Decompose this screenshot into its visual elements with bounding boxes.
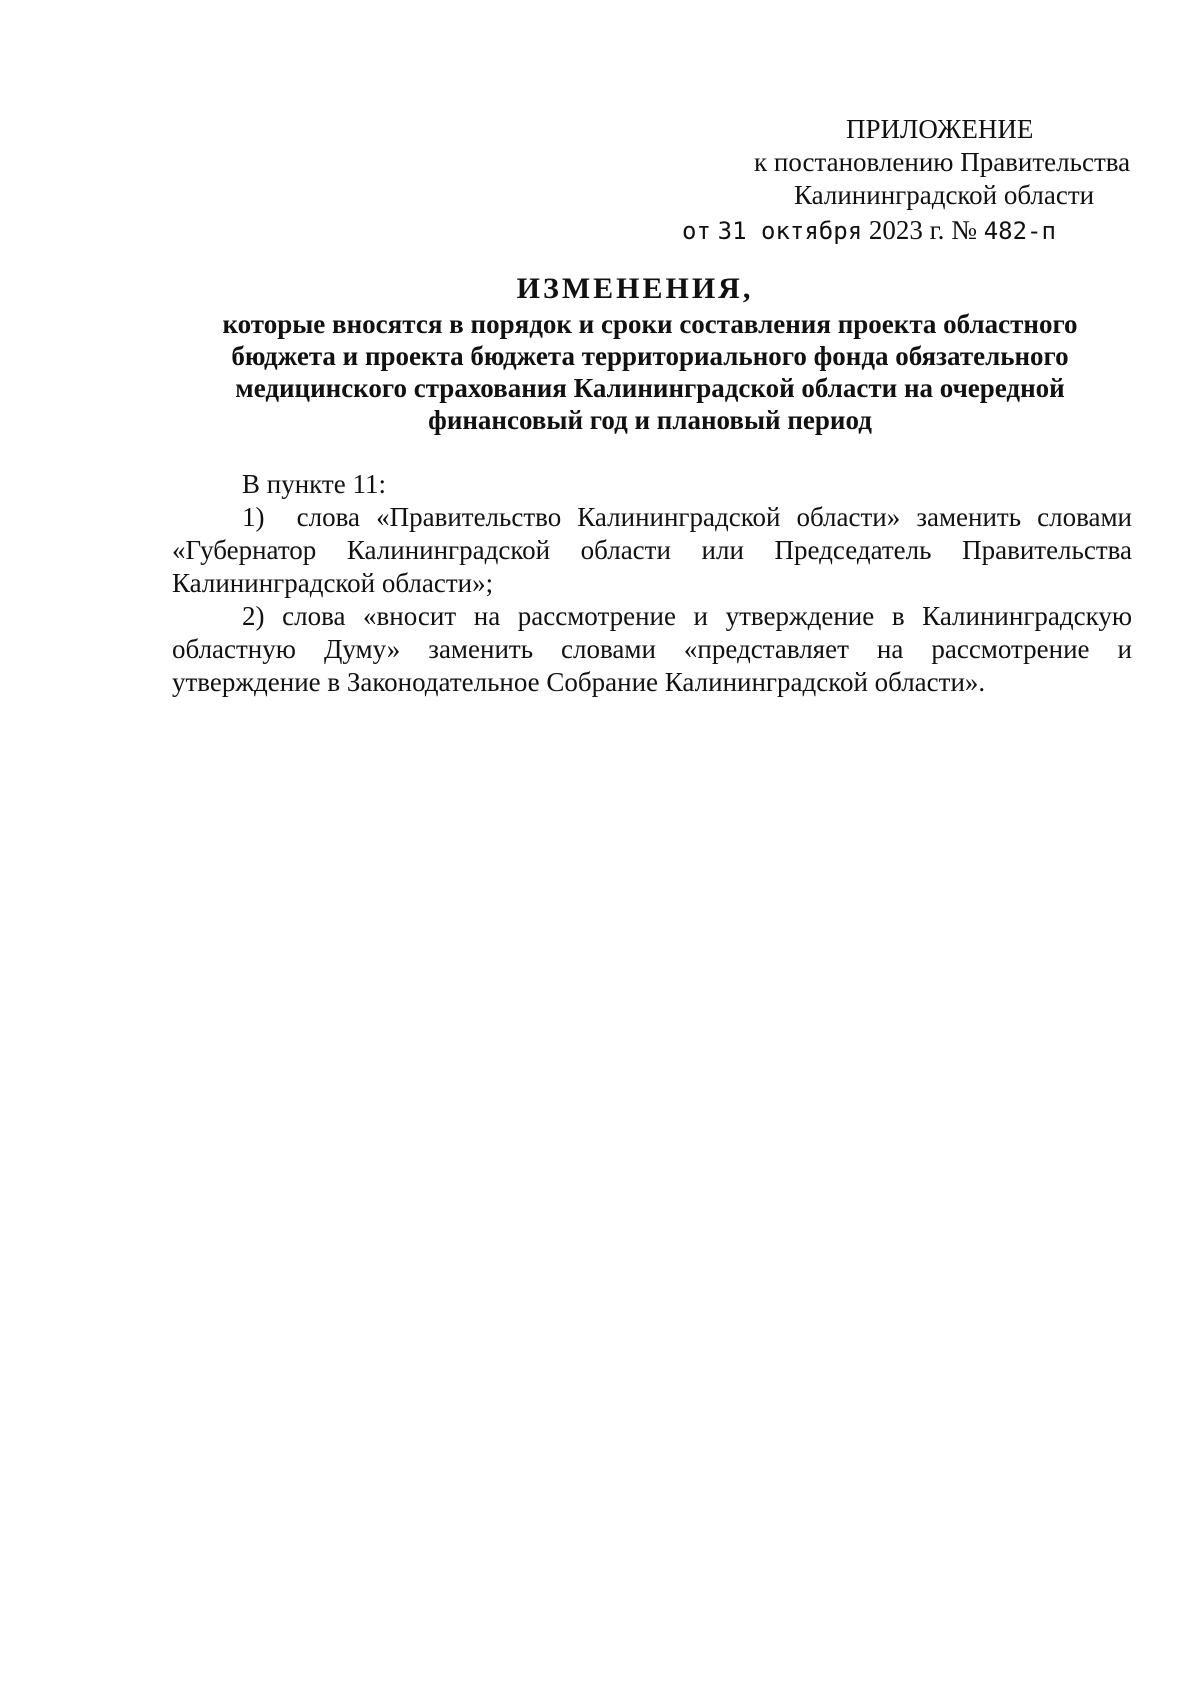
- amendment-item-2: [172, 600, 1132, 699]
- body-intro: В пункте 11:: [242, 469, 386, 499]
- date-day-month: 31 октября: [717, 217, 863, 245]
- date-year: 2023 г.: [868, 215, 945, 245]
- appendix-date-line: [682, 213, 1056, 248]
- resolution-number: 482-п: [983, 217, 1056, 245]
- subtitle-line: которые вносятся в порядок и сроки составления проекта областного: [222, 309, 1078, 339]
- subtitle-line: медицинского страхования Калининградской области на очередной: [235, 373, 1065, 403]
- item-text: слова «Правительство Калининградской области» заменить словами «Губернатор Калининградской области или Председатель Правительства Калининградской области»;: [172, 502, 1133, 598]
- number-sign: №: [951, 215, 977, 245]
- subtitle-line: бюджета и проекта бюджета территориального фонда обязательного: [231, 341, 1069, 371]
- document-title: ИЗМЕНЕНИЯ,: [516, 272, 754, 305]
- document-body: [172, 468, 1132, 699]
- amendment-item-1: [172, 501, 1132, 600]
- item-text: слова «вносит на рассмотрение и утверждение в Калининградскую областную Думу» заменить словами «представляет на рассмотрение и утверждение в Законодательное Собрание Калининградской области».: [172, 601, 1132, 697]
- appendix-resolution-line: к постановлению Правительства: [754, 147, 1131, 177]
- item-number: 1): [242, 502, 265, 532]
- subtitle-line: финансовый год и плановый период: [428, 405, 872, 435]
- appendix-title: ПРИЛОЖЕНИЕ: [846, 114, 1034, 144]
- item-number: 2): [242, 601, 265, 631]
- appendix-region-line: Калининградской области: [794, 180, 1095, 210]
- date-prefix: от: [682, 217, 711, 245]
- document-subtitle: [190, 308, 1110, 436]
